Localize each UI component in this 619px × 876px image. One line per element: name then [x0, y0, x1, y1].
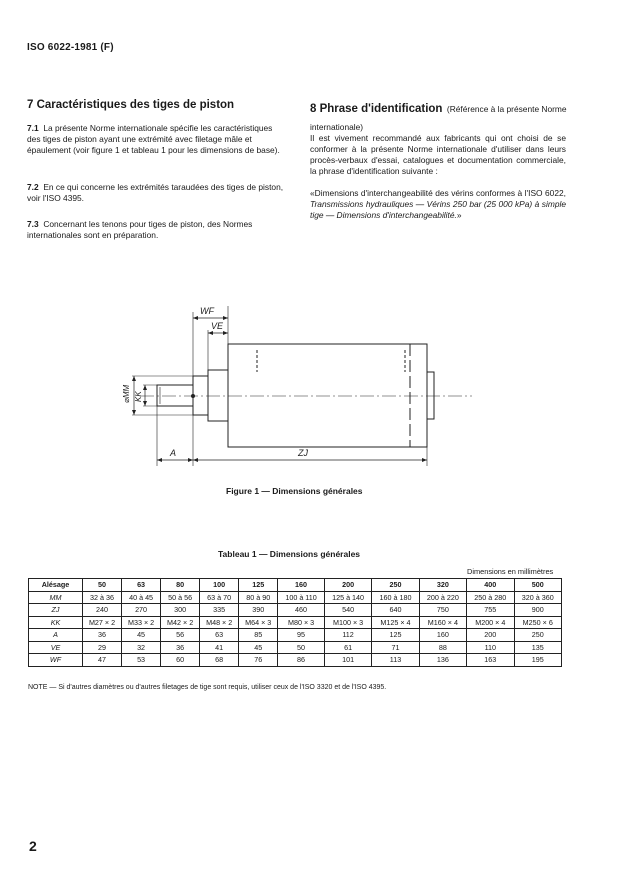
table-cell: 88 — [419, 641, 466, 654]
table-cell: M33 × 2 — [122, 616, 161, 629]
zj-label: ZJ — [298, 448, 308, 458]
table-cell: M200 × 4 — [467, 616, 514, 629]
table-cell: 47 — [83, 654, 122, 667]
table-cell: 160 à 180 — [372, 591, 419, 604]
section-7-title: 7 Caractéristiques des tiges de piston — [27, 99, 235, 111]
paragraph-number: 7.1 — [27, 123, 39, 133]
table-cell: 900 — [514, 604, 562, 617]
row-label: ZJ — [29, 604, 83, 617]
table-cell: 320 à 360 — [514, 591, 562, 604]
column-header: 250 — [372, 579, 419, 592]
table-cell: 63 à 70 — [200, 591, 239, 604]
section-8-title: 8 Phrase d'identification — [310, 103, 443, 115]
center-point — [191, 394, 195, 398]
table-cell: 100 à 110 — [278, 591, 325, 604]
ve-label: VE — [211, 321, 224, 331]
mm-label: ⌀MM — [122, 384, 131, 403]
column-header: 100 — [200, 579, 239, 592]
table-cell: 750 — [419, 604, 466, 617]
table-cell: 163 — [467, 654, 514, 667]
table-cell: 195 — [514, 654, 562, 667]
table-cell: 250 — [514, 629, 562, 642]
column-header: 400 — [467, 579, 514, 592]
wf-label: WF — [200, 306, 214, 316]
table-row — [29, 641, 562, 654]
table-cell: 95 — [278, 629, 325, 642]
table-cell: 270 — [122, 604, 161, 617]
table-cell: 85 — [239, 629, 278, 642]
table-cell: M160 × 4 — [419, 616, 466, 629]
table-cell: 540 — [324, 604, 371, 617]
table-units: Dimensions en millimètres — [467, 567, 554, 576]
table-cell: 160 — [419, 629, 466, 642]
section-8-paragraph: Il est vivement recommandé aux fabricants qui ont choisi de se conformer à la présente Norme internationale d'utiliser dans leurs procès-verbaux d'essai, catalogues et documentation commerciale, la phrase d'identification suivante : — [310, 133, 566, 176]
rod-shoulder — [193, 376, 208, 415]
table-cell: 640 — [372, 604, 419, 617]
table-note: NOTE — Si d'autres diamètres ou d'autres filetages de tige sont requis, utiliser ceux de l'ISO 3320 et de l'ISO 4395. — [28, 684, 387, 691]
table-cell: 135 — [514, 641, 562, 654]
kk-label: KK — [134, 391, 143, 402]
table-cell: 250 à 280 — [467, 591, 514, 604]
dimensions-table — [28, 578, 562, 667]
a-label: A — [170, 448, 177, 458]
table-cell: 200 à 220 — [419, 591, 466, 604]
table-cell: 125 à 140 — [324, 591, 371, 604]
table-row — [29, 654, 562, 667]
table-cell: 101 — [324, 654, 371, 667]
quote-title: Transmissions hydrauliques — Vérins 250 bar (25 000 kPa) à simple tige — Dimensions d'interchangeabilité. — [310, 199, 566, 220]
table-cell: 50 à 56 — [161, 591, 200, 604]
table-cell: 61 — [324, 641, 371, 654]
paragraph-number: 7.3 — [27, 219, 39, 229]
table-row — [29, 591, 562, 604]
rod-thread — [157, 385, 193, 406]
table-cell: M64 × 3 — [239, 616, 278, 629]
row-label: MM — [29, 591, 83, 604]
table-cell: 53 — [122, 654, 161, 667]
table-cell: M250 × 6 — [514, 616, 562, 629]
table-cell: 45 — [122, 629, 161, 642]
column-header: 320 — [419, 579, 466, 592]
table-cell: 50 — [278, 641, 325, 654]
table-cell: 755 — [467, 604, 514, 617]
table-cell: 56 — [161, 629, 200, 642]
row-label: KK — [29, 616, 83, 629]
table-cell: 300 — [161, 604, 200, 617]
table-cell: 32 à 36 — [83, 591, 122, 604]
table-header-row — [29, 579, 562, 592]
column-header: 500 — [514, 579, 562, 592]
table-cell: 200 — [467, 629, 514, 642]
table-cell: 29 — [83, 641, 122, 654]
table-cell: 460 — [278, 604, 325, 617]
paragraph-text: En ce qui concerne les extrémités taraudées des tiges de piston, voir l'ISO 4395. — [27, 182, 284, 203]
table-cell: 125 — [372, 629, 419, 642]
table-cell: 136 — [419, 654, 466, 667]
paragraph-text: Concernant les tenons pour tiges de piston, des Normes internationales sont en préparation. — [27, 219, 253, 240]
table-cell: 68 — [200, 654, 239, 667]
table-cell: M100 × 3 — [324, 616, 371, 629]
row-label: WF — [29, 654, 83, 667]
row-label: VE — [29, 641, 83, 654]
table-cell: M42 × 2 — [161, 616, 200, 629]
cylinder-body — [228, 344, 427, 447]
table-title: Tableau 1 — Dimensions générales — [218, 549, 361, 559]
table-cell: 40 à 45 — [122, 591, 161, 604]
table-cell: 390 — [239, 604, 278, 617]
column-header: 50 — [83, 579, 122, 592]
table-cell: 36 — [83, 629, 122, 642]
page-number: 2 — [29, 838, 37, 854]
table-row — [29, 629, 562, 642]
table-cell: 41 — [200, 641, 239, 654]
table-cell: M48 × 2 — [200, 616, 239, 629]
table-body — [29, 591, 562, 666]
table-cell: 335 — [200, 604, 239, 617]
column-header: 80 — [161, 579, 200, 592]
paragraph-text: La présente Norme internationale spécifie les caractéristiques des tiges de piston ayant une extrémité avec filetage mâle et épaulement (voir figure 1 et tableau 1 pour les dimensions de base). — [27, 123, 280, 155]
table-cell: 76 — [239, 654, 278, 667]
table-cell: 80 à 90 — [239, 591, 278, 604]
table-row — [29, 616, 562, 629]
column-header: 125 — [239, 579, 278, 592]
table-cell: M80 × 3 — [278, 616, 325, 629]
section-8-title-note: (Référence à la présente Norme internationale) — [310, 104, 567, 132]
table-cell: M27 × 2 — [83, 616, 122, 629]
table-row — [29, 604, 562, 617]
column-header: Alésage — [29, 579, 83, 592]
table-cell: 36 — [161, 641, 200, 654]
paragraph-number: 7.2 — [27, 182, 39, 192]
table-cell: 71 — [372, 641, 419, 654]
table-cell: 86 — [278, 654, 325, 667]
column-header: 63 — [122, 579, 161, 592]
table-cell: 240 — [83, 604, 122, 617]
table-cell: 113 — [372, 654, 419, 667]
table-cell: 45 — [239, 641, 278, 654]
gland — [208, 370, 228, 421]
figure-caption: Figure 1 — Dimensions générales — [226, 486, 363, 496]
quote-text: «Dimensions d'interchangeabilité des vérins conformes à l'ISO 6022, — [310, 188, 566, 198]
table-cell: M125 × 4 — [372, 616, 419, 629]
column-header: 200 — [324, 579, 371, 592]
quote-end: » — [456, 210, 462, 220]
row-label: A — [29, 629, 83, 642]
rear-mount — [427, 372, 434, 419]
table-cell: 110 — [467, 641, 514, 654]
table-cell: 32 — [122, 641, 161, 654]
column-header: 160 — [278, 579, 325, 592]
table-cell: 63 — [200, 629, 239, 642]
document-header: ISO 6022-1981 (F) — [27, 42, 114, 53]
table-cell: 112 — [324, 629, 371, 642]
table-cell: 60 — [161, 654, 200, 667]
